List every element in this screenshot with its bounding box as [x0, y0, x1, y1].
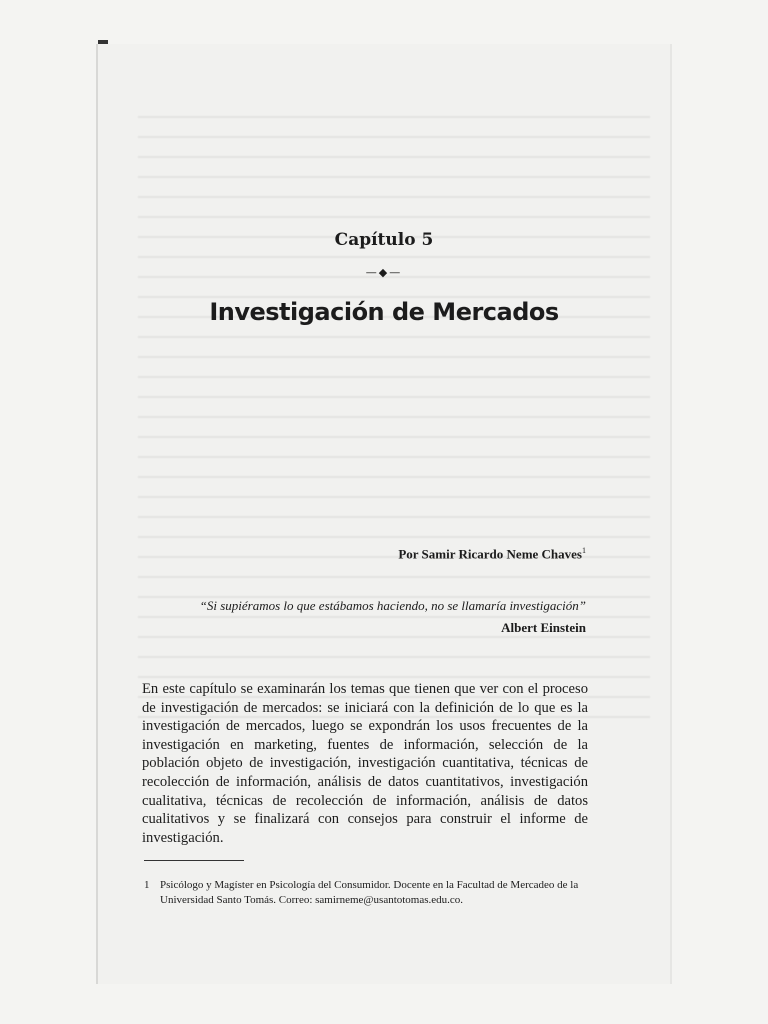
chapter-ornament: —◆—: [365, 266, 403, 279]
footnote-number: 1: [144, 879, 150, 891]
chapter-title: Investigación de Mercados: [209, 298, 559, 326]
chapter-label: Capítulo 5: [334, 230, 434, 250]
epigraph-quote: “Si supiéramos lo que estábamos haciendo, no se llamaría investigación”: [199, 598, 586, 613]
book-page: [98, 44, 670, 984]
author-name: Por Samir Ricardo Neme Chaves: [398, 546, 582, 562]
footnote-ref: 1: [582, 546, 586, 555]
epigraph-attribution: Albert Einstein: [501, 620, 586, 635]
footnote-divider: [144, 860, 244, 861]
intro-paragraph: En este capítulo se examinarán los temas que tienen que ver con el proceso de investigación de mercados: se iniciará con la definición de lo que es la investigación de mercados, luego se expondrán los usos frecuentes de la investigación en marketing, fuentes de información, selección de la población objeto de investigación, investigación cuantitativa, técnicas de recolección de información, análisis de datos cuantitativos, investigación cualitativa, técnicas de recolección de información, análisis de datos cualitativos y se finalizará con consejos para construir el informe de investigación.: [142, 681, 588, 846]
footnote-text: Psicólogo y Magíster en Psicología del Consumidor. Docente en la Facultad de Mercadeo de la Universidad Santo Tomás. Correo: samirneme@usantotomas.edu.co.: [160, 879, 579, 906]
author-byline: [398, 546, 586, 562]
footnote: [144, 878, 594, 908]
